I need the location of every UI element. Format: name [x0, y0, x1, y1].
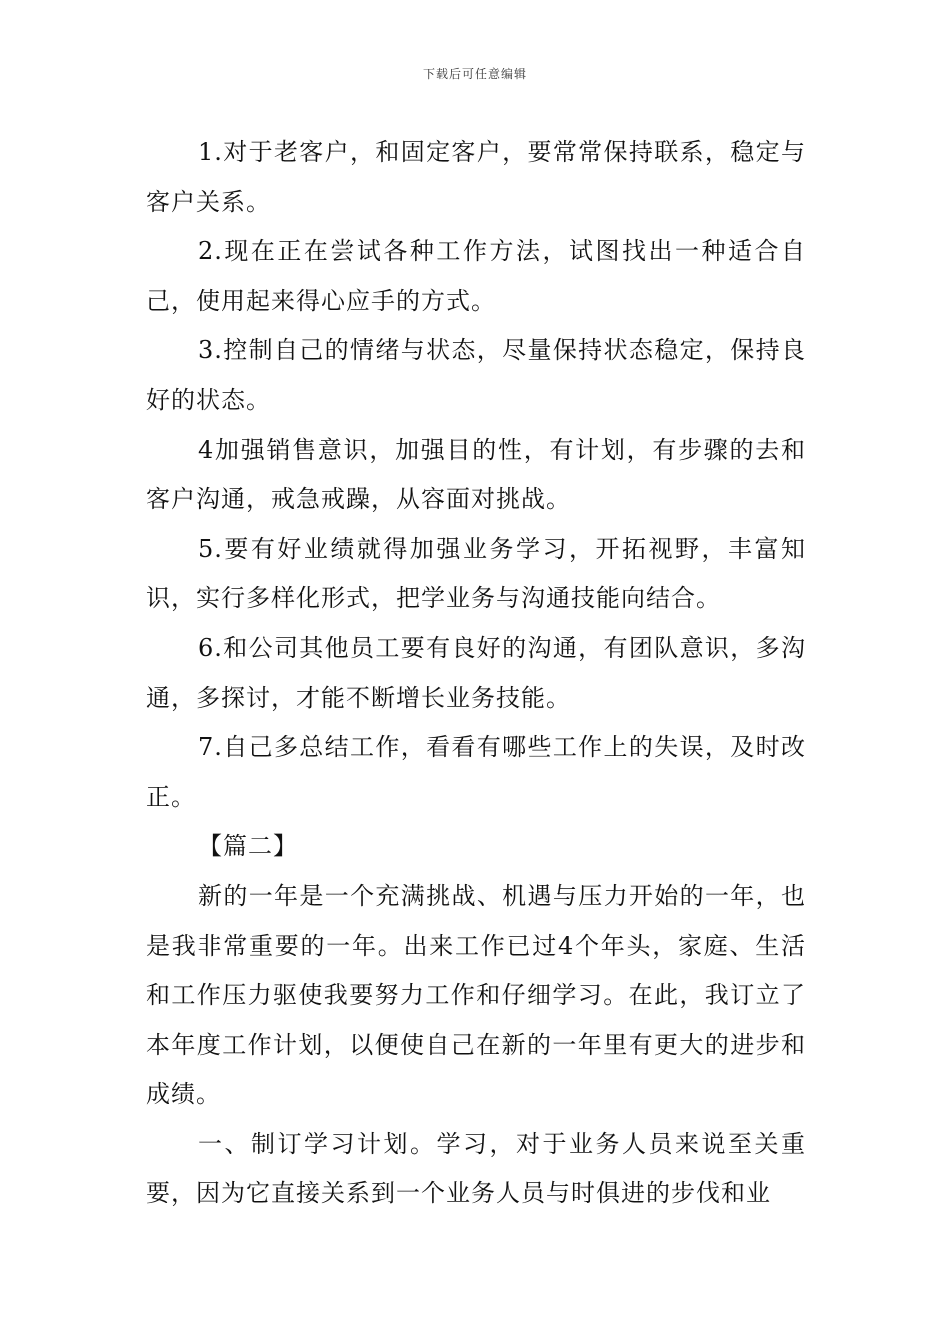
document-body	[146, 128, 806, 1219]
paragraph-2: 2.现在正在尝试各种工作方法，试图找出一种适合自己，使用起来得心应手的方式。	[146, 237, 806, 315]
header-note: 下载后可任意编辑	[422, 67, 527, 81]
paragraph-4: 4加强销售意识，加强目的性，有计划，有步骤的去和客户沟通，戒急戒躁，从容面对挑战。	[146, 435, 806, 514]
paragraph-1: 1.对于老客户，和固定客户，要常常保持联系，稳定与客户关系。	[146, 138, 806, 216]
paragraph-5: 5.要有好业绩就得加强业务学习，开拓视野，丰富知识，实行多样化形式，把学业务与沟通技能向结合。	[146, 534, 806, 613]
paragraph-9: 一、制订学习计划。学习，对于业务人员来说至关重要，因为它直接关系到一个业务人员与时俱进的步伐和业	[146, 1129, 806, 1208]
section-heading: 【篇二】	[198, 832, 298, 861]
paragraph-3: 3.控制自己的情绪与状态，尽量保持状态稳定，保持良好的状态。	[146, 336, 806, 414]
paragraph-8: 新的一年是一个充满挑战、机遇与压力开始的一年，也是我非常重要的一年。出来工作已过4个年头，家庭、生活和工作压力驱使我要努力工作和仔细学习。在此，我订立了本年度工作计划，以便使自己在新的一年里有更大的进步和成绩。	[146, 881, 806, 1109]
paragraph-6: 6.和公司其他员工要有良好的沟通，有团队意识，多沟通，多探讨，才能不断增长业务技能。	[146, 633, 806, 712]
paragraph-7: 7.自己多总结工作，看看有哪些工作上的失误，及时改正。	[146, 733, 806, 811]
